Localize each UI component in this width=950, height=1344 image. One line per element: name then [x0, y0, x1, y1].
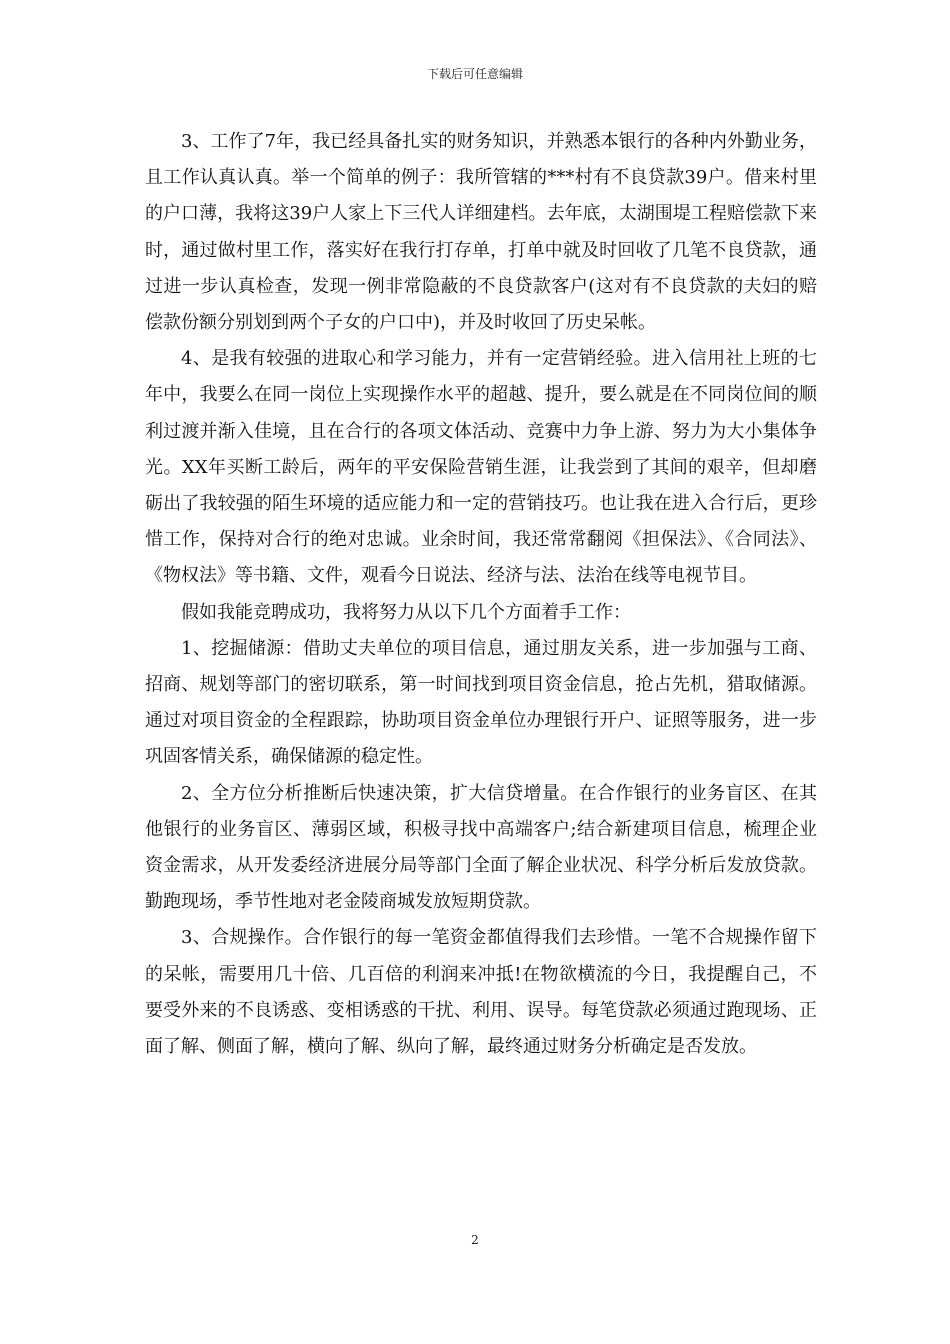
paragraph-plan-deposits: 1、挖掘储源：借助丈夫单位的项目信息，通过朋友关系，进一步加强与工商、招商、规划等部门的密切联系，第一时间找到项目资金信息，抢占先机，猎取储源。通过对项目资金的全程跟踪，协助项目资金单位办理银行开户、证照等服务，进一步巩固客情关系，确保储源的稳定性。: [145, 637, 817, 768]
paragraph-plan-credit: 2、全方位分析推断后快速决策，扩大信贷增量。在合作银行的业务盲区、在其他银行的业务盲区、薄弱区域，积极寻找中高端客户;结合新建项目信息，梳理企业资金需求，从开发委经济进展分局等部门全面了解企业状况、科学分析后发放贷款。勤跑现场，季节性地对老金陵商城发放短期贷款。: [145, 782, 817, 913]
paragraph-work-experience: 3、工作了7年，我已经具备扎实的财务知识，并熟悉本银行的各种内外勤业务，且工作认真认真。举一个简单的例子：我所管辖的***村有不良贷款39户。借来村里的户口薄，我将这39户人家上下三代人详细建档。去年底，太湖围堤工程赔偿款下来时，通过做村里工作，落实好在我行打存单，打单中就及时回收了几笔不良贷款，通过进一步认真检查，发现一例非常隐蔽的不良贷款客户(这对有不良贷款的夫妇的赔偿款份额分别划到两个子女的户口中)，并及时收回了历史呆帐。: [145, 131, 817, 334]
paragraph-plan-compliance: 3、合规操作。合作银行的每一笔资金都值得我们去珍惜。一笔不合规操作留下的呆帐，需要用几十倍、几百倍的利润来冲抵!在物欲横流的今日，我提醒自己，不要受外来的不良诱惑、变相诱惑的干扰、利用、误导。每笔贷款必须通过跑现场、正面了解、侧面了解，横向了解、纵向了解，最终通过财务分析确定是否发放。: [145, 927, 817, 1058]
page-header: 下载后可任意编辑: [426, 67, 523, 81]
page-number: 2: [471, 1233, 479, 1247]
paragraph-learning-ability: 4、是我有较强的进取心和学习能力，并有一定营销经验。进入信用社上班的七年中，我要么在同一岗位上实现操作水平的超越、提升，要么就是在不同岗位间的顺利过渡并渐入佳境，且在合行的各项文体活动、竞赛中力争上游、努力为大小集体争光。XX年买断工龄后，两年的平安保险营销生涯，让我尝到了其间的艰辛，但却磨砺出了我较强的陌生环境的适应能力和一定的营销技巧。也让我在进入合行后，更珍惜工作，保持对合行的绝对忠诚。业余时间，我还常常翻阅《担保法》、《合同法》、《物权法》等书籍、文件，观看今日说法、经济与法、法治在线等电视节目。: [145, 348, 817, 587]
paragraph-plan-intro: 假如我能竞聘成功，我将努力从以下几个方面着手工作：: [181, 601, 631, 623]
document-body: [145, 124, 817, 1065]
